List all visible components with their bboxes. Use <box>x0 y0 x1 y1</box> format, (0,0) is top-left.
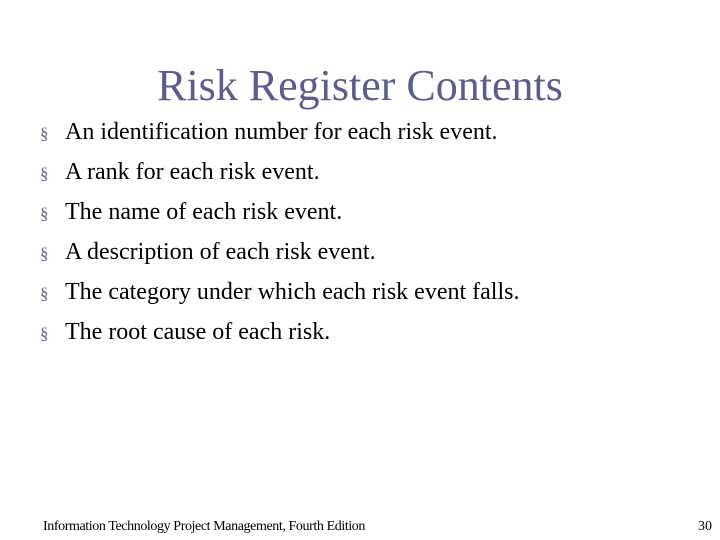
bullet-item <box>40 192 519 232</box>
bullet-text: The category under which each risk event falls. <box>65 279 520 305</box>
slide-title: Risk Register Contents <box>157 61 563 111</box>
bullet-icon: § <box>40 204 49 223</box>
bullet-icon: § <box>40 164 49 183</box>
bullet-icon: § <box>40 244 49 263</box>
page-number: 30 <box>698 519 712 534</box>
bullet-icon: § <box>40 284 49 303</box>
bullet-text: An identification number for each risk event. <box>65 119 498 145</box>
bullet-item <box>40 152 519 192</box>
bullet-item <box>40 272 519 312</box>
bullet-text: A rank for each risk event. <box>65 159 320 185</box>
bullet-text: The root cause of each risk. <box>65 319 331 345</box>
bullet-item <box>40 312 519 352</box>
bullet-text: The name of each risk event. <box>65 199 343 225</box>
bullet-icon: § <box>40 324 49 343</box>
bullet-item <box>40 112 519 152</box>
bullet-list <box>40 112 519 352</box>
bullet-text: A description of each risk event. <box>65 239 376 265</box>
bullet-icon: § <box>40 124 49 143</box>
bullet-item <box>40 232 519 272</box>
footer-text: Information Technology Project Management, Fourth Edition <box>43 519 366 534</box>
